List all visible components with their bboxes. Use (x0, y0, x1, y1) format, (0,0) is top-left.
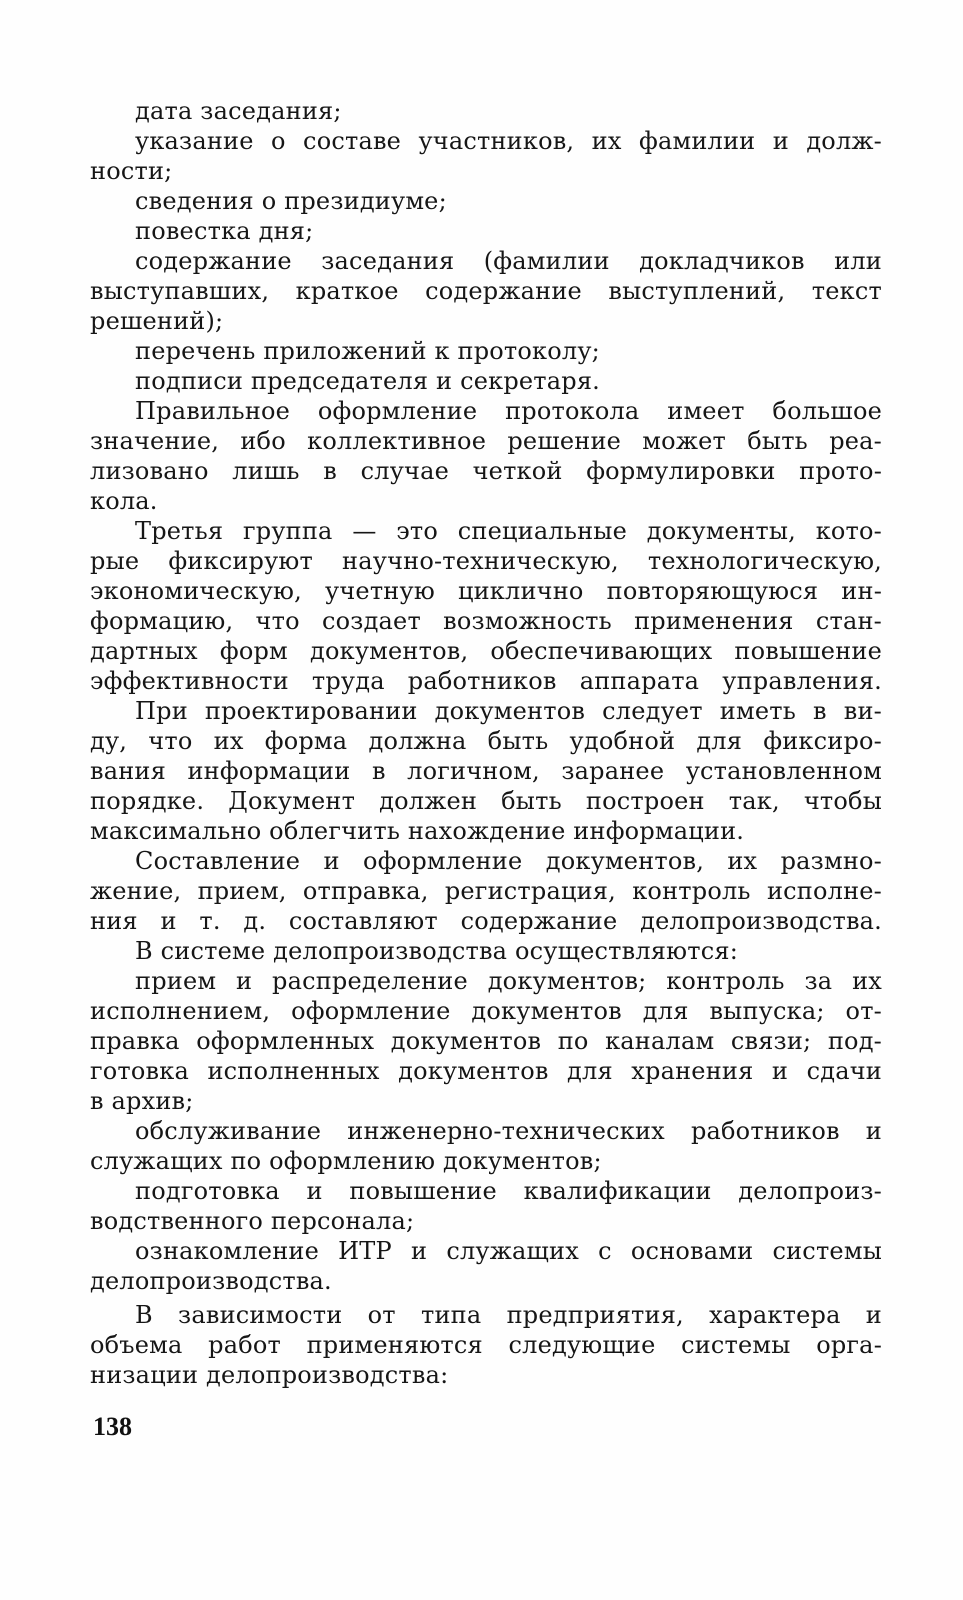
text-line: водственного персонала; (90, 1207, 415, 1235)
text-line: жение, прием, отправка, регистрация, контроль исполне- (90, 877, 882, 905)
text-line: содержание заседания (фамилии докладчиков или (135, 247, 882, 275)
paragraph-line: Составление и оформление документов, их размно- (135, 847, 882, 875)
text-line: эффективности труда работников аппарата управления. (90, 667, 882, 695)
text-line: объема работ применяются следующие системы орга- (90, 1331, 882, 1359)
text-line: служащих по оформлению документов; (90, 1147, 602, 1175)
text-line: правка оформленных документов по каналам связи; под- (90, 1027, 882, 1055)
text-line: формацию, что создает возможность применения стан- (90, 607, 882, 635)
paragraph-line: В системе делопроизводства осуществляются: (135, 937, 738, 965)
paragraph-line: Третья группа — это специальные документы, кото- (135, 517, 882, 545)
text-line: сведения о президиуме; (135, 187, 447, 215)
text-line: выступавших, краткое содержание выступлений, текст (90, 277, 882, 305)
paragraph-line: При проектировании документов следует иметь в ви- (135, 697, 882, 725)
paragraph-line: обслуживание инженерно-технических работников и (135, 1117, 882, 1145)
text-line: дартных форм документов, обеспечивающих повышение (90, 637, 882, 665)
paragraph-line: Правильное оформление протокола имеет большое (135, 397, 882, 425)
text-line: дата заседания; (135, 97, 342, 125)
text-line: порядке. Документ должен быть построен так, чтобы (90, 787, 882, 815)
text-line: максимально облегчить нахождение информации. (90, 817, 745, 845)
text-line: ния и т. д. составляют содержание делопроизводства. (90, 907, 882, 935)
text-line: рые фиксируют научно-техническую, технологическую, (90, 547, 882, 575)
text-line: значение, ибо коллективное решение может быть реа- (90, 427, 882, 455)
page-number: 138 (93, 1412, 132, 1441)
text-line: подписи председателя и секретаря. (135, 367, 601, 395)
paragraph-line: В зависимости от типа предприятия, характера и (135, 1301, 882, 1329)
text-line: исполнением, оформление документов для выпуска; от- (90, 997, 882, 1025)
text-line: решений); (90, 307, 224, 335)
text-line: вания информации в логичном, заранее установленном (90, 757, 882, 785)
text-line: готовка исполненных документов для хранения и сдачи (90, 1057, 882, 1085)
paragraph-line: ознакомление ИТР и служащих с основами системы (135, 1237, 882, 1265)
text-line: ности; (90, 157, 173, 185)
paragraph-line: подготовка и повышение квалификации делопроиз- (135, 1177, 882, 1205)
text-line: экономическую, учетную циклично повторяющуюся ин- (90, 577, 882, 605)
text-line: ду, что их форма должна быть удобной для фиксиро- (90, 727, 882, 755)
text-line: повестка дня; (135, 217, 314, 245)
text-line: низации делопроизводства: (90, 1361, 449, 1389)
text-line: перечень приложений к протоколу; (135, 337, 600, 365)
paragraph-line: прием и распределение документов; контроль за их (135, 967, 882, 995)
text-line: в архив; (90, 1087, 194, 1115)
text-line: кола. (90, 487, 158, 515)
text-line: указание о составе участников, их фамилии и долж- (135, 127, 882, 155)
text-line: лизовано лишь в случае четкой формулировки прото- (90, 457, 882, 485)
text-line: делопроизводства. (90, 1267, 332, 1295)
